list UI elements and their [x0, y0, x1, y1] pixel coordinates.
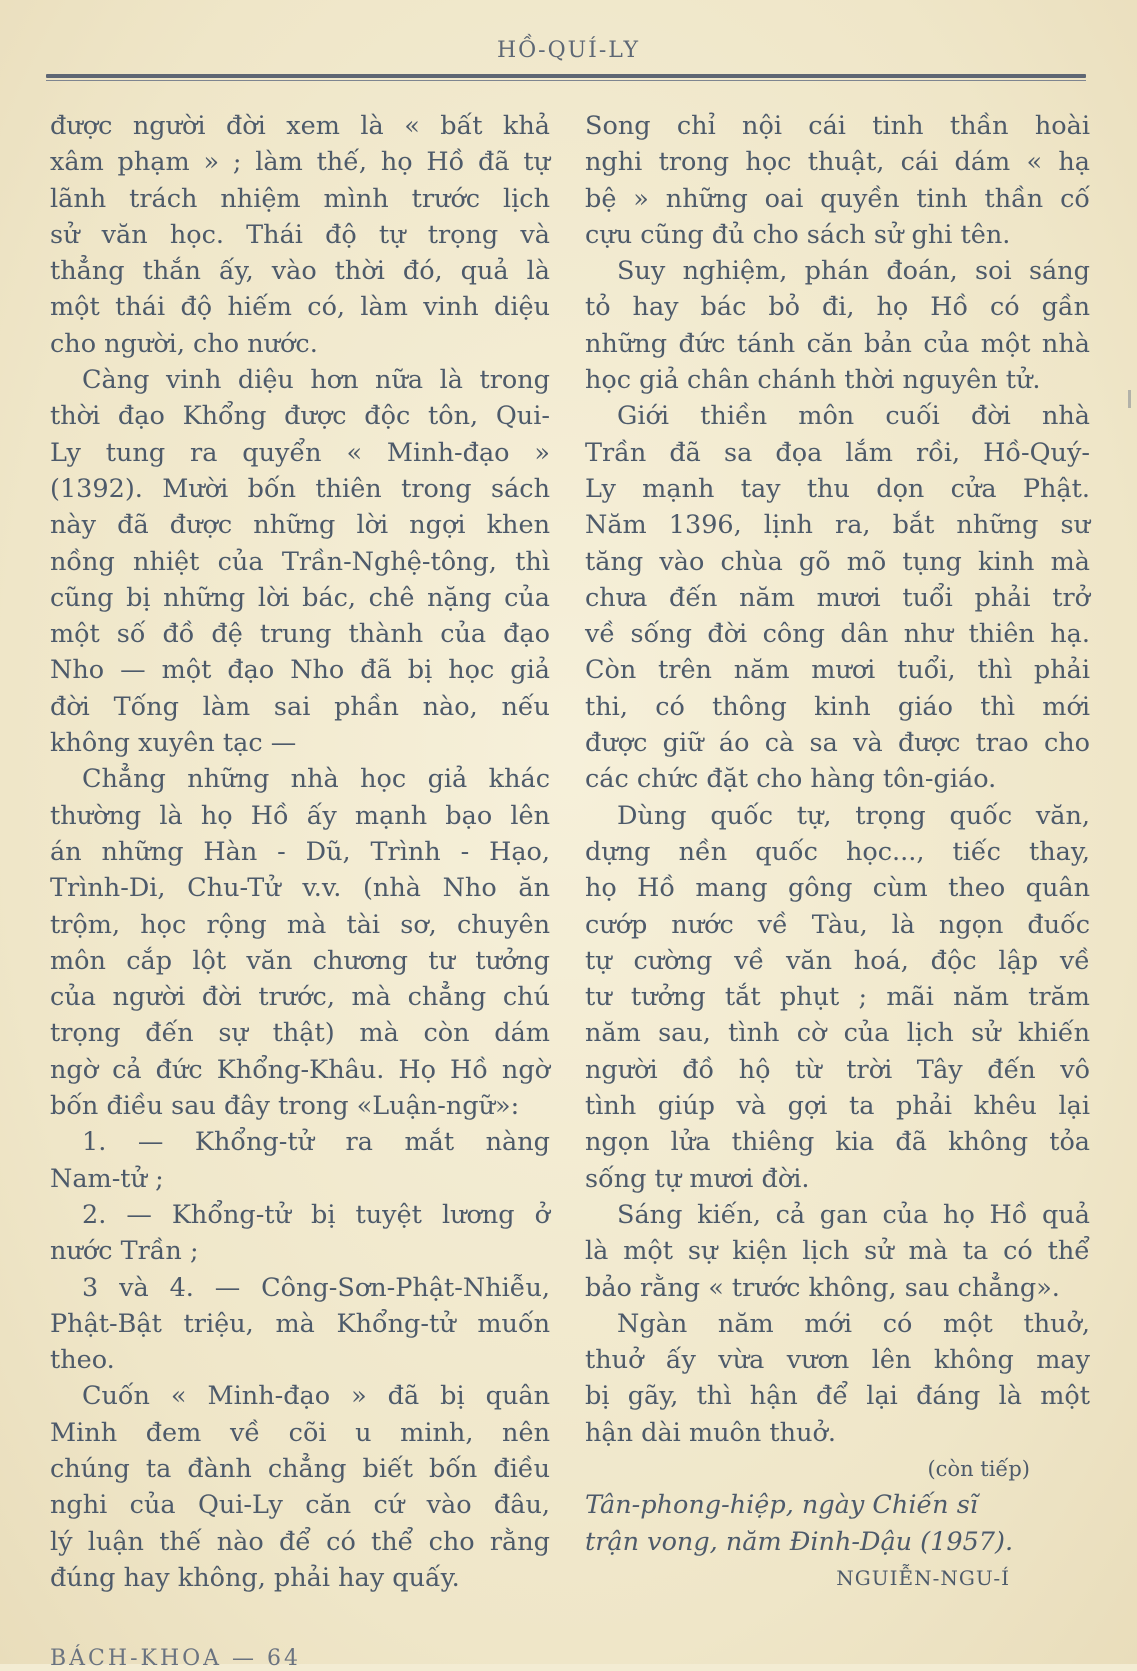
text-line: học giả chân chánh thời nguyên tử.: [585, 365, 1041, 396]
text-line: tăng vào chùa gõ mõ tụng kinh mà: [585, 546, 1090, 577]
left-column: [50, 108, 550, 1596]
text-line: Sáng kiến, cả gan của họ Hồ quả: [617, 1199, 1090, 1230]
text-line: Chẳng những nhà học giả khác: [82, 764, 550, 795]
header-rule-thin: [46, 80, 1086, 81]
text-line: 3 và 4. — Công-Sơn-Phật-Nhiễu,: [82, 1272, 550, 1303]
text-line: năm sau, tình cờ của lịch sử khiến: [585, 1018, 1090, 1049]
text-line: thi, có thông kinh giáo thì mới: [585, 691, 1090, 722]
paragraph: [50, 108, 550, 362]
paragraph: [585, 398, 1090, 797]
text-line: trộm, học rộng mà tài sơ, chuyên: [50, 909, 550, 940]
text-line: được giữ áo cà sa và được trao cho: [585, 728, 1090, 759]
text-line: bốn điều sau đây trong «Luận-ngữ»:: [50, 1091, 520, 1122]
text-line: cướp nước về Tàu, là ngọn đuốc: [585, 909, 1090, 940]
text-line: nồng nhiệt của Trần-Nghệ-tông, thì: [50, 546, 550, 577]
text-line: môn cắp lột văn chương tư tưởng: [50, 945, 550, 976]
text-line: xâm phạm » ; làm thế, họ Hồ đã tự: [50, 147, 550, 178]
text-line: (1392). Mười bốn thiên trong sách: [50, 473, 550, 504]
place-date-line: trận vong, năm Đinh-Dậu (1957).: [585, 1526, 1014, 1557]
paragraph: [585, 1306, 1090, 1451]
text-line: nước Trần ;: [50, 1236, 199, 1267]
text-line: Song chỉ nội cái tinh thần hoài: [585, 111, 1090, 141]
text-line: tư tưởng tắt phụt ; mãi năm trăm: [585, 982, 1090, 1013]
text-line: lãnh trách nhiệm mình trước lịch: [50, 183, 550, 214]
text-line: sử văn học. Thái độ tự trọng và: [50, 219, 550, 250]
text-line: được người đời xem là « bất khả: [50, 111, 550, 141]
text-line: thường là họ Hồ ấy mạnh bạo lên: [50, 800, 550, 831]
text-line: nghi của Qui-Ly căn cứ vào đâu,: [50, 1490, 550, 1521]
place-date: [585, 1487, 1090, 1560]
text-line: của người đời trước, mà chẳng chú: [50, 982, 550, 1013]
text-line: Ly tung ra quyển « Minh-đạo »: [50, 437, 550, 468]
text-line: những đức tánh căn bản của một nhà: [585, 328, 1090, 359]
text-line: cựu cũng đủ cho sách sử ghi tên.: [585, 219, 1011, 250]
text-line: theo.: [50, 1345, 115, 1376]
text-line: tình giúp và gợi ta phải khêu lại: [585, 1091, 1090, 1122]
text-line: ngọn lửa thiêng kia đã không tỏa: [585, 1127, 1090, 1158]
text-line: không xuyên tạc —: [50, 728, 297, 759]
text-line: này đã được những lời ngợi khen: [50, 510, 550, 541]
text-line: cũng bị những lời bác, chê nặng của: [50, 582, 550, 613]
text-line: một số đồ đệ trung thành của đạo: [50, 619, 550, 650]
text-line: nghi trong học thuật, cái dám « hạ: [585, 147, 1090, 178]
paragraph: [50, 1197, 550, 1270]
text-line: Càng vinh diệu hơn nữa là trong: [82, 365, 550, 396]
text-line: Nho — một đạo Nho đã bị học giả: [50, 655, 550, 686]
text-line: đúng hay không, phải hay quấy.: [50, 1562, 460, 1593]
text-line: tự cường về văn hoá, độc lập về: [585, 945, 1090, 976]
running-header: HỒ-QUÍ-LY: [496, 38, 641, 63]
text-line: thuở ấy vừa vươn lên không may: [585, 1345, 1090, 1376]
text-line: 2. — Khổng-tử bị tuyệt lương ở: [82, 1199, 550, 1230]
text-line: cho người, cho nước.: [50, 328, 318, 359]
text-line: một thái độ hiếm có, làm vinh diệu: [50, 292, 550, 323]
paragraph: [50, 1270, 550, 1379]
text-line: Còn trên năm mươi tuổi, thì phải: [585, 655, 1090, 686]
paragraph: [585, 798, 1090, 1197]
page-footer: BÁCH-KHOA — 64: [50, 1646, 302, 1671]
text-line: tỏ hay bác bỏ đi, họ Hồ có gần: [585, 292, 1090, 323]
text-line: bệ » những oai quyền tinh thần cố: [585, 183, 1090, 214]
text-line: Trần đã sa đọa lắm rồi, Hồ-Quý-: [585, 437, 1090, 468]
text-line: Cuốn « Minh-đạo » đã bị quân: [82, 1381, 550, 1412]
text-line: đời Tống làm sai phần nào, nếu: [50, 691, 550, 722]
text-line: là một sự kiện lịch sử mà ta có thể: [585, 1236, 1090, 1267]
margin-mark: [1128, 390, 1131, 408]
text-line: lý luận thế nào để có thể cho rằng: [50, 1526, 550, 1557]
right-column: [585, 108, 1090, 1596]
text-line: trọng đến sự thật) mà còn dám: [50, 1018, 550, 1049]
text-line: chúng ta đành chẳng biết bốn điều: [50, 1453, 550, 1484]
place-date-line: Tân-phong-hiệp, ngày Chiến sĩ: [585, 1490, 978, 1521]
text-line: Dùng quốc tự, trọng quốc văn,: [617, 800, 1090, 831]
paragraph: [585, 1197, 1090, 1306]
text-line: Nam-tử ;: [50, 1163, 164, 1194]
text-line: Năm 1396, lịnh ra, bắt những sư: [585, 510, 1090, 541]
text-line: chưa đến năm mươi tuổi phải trở: [585, 582, 1090, 613]
author-signature: NGUIỄN-NGU-Í: [836, 1565, 1010, 1590]
text-line: Trình-Di, Chu-Tử v.v. (nhà Nho ăn: [50, 873, 550, 904]
text-line: bị gãy, thì hận để lại đáng là một: [585, 1381, 1090, 1412]
text-line: án những Hàn - Dũ, Trình - Hạo,: [50, 836, 550, 867]
text-line: ngờ cả đức Khổng-Khâu. Họ Hồ ngờ: [50, 1054, 550, 1085]
paragraph: [50, 1124, 550, 1197]
text-line: về sống đời công dân như thiên hạ.: [585, 619, 1090, 650]
paragraph: [585, 253, 1090, 398]
paragraph: [50, 362, 550, 761]
text-line: Ngàn năm mới có một thuở,: [617, 1308, 1090, 1339]
text-line: Giới thiền môn cuối đời nhà: [617, 401, 1090, 432]
text-line: hận dài muôn thuở.: [585, 1417, 836, 1448]
text-line: sống tự mươi đời.: [585, 1163, 810, 1194]
text-line: dựng nền quốc học..., tiếc thay,: [585, 836, 1090, 867]
paragraph: [585, 108, 1090, 253]
text-line: bảo rằng « trước không, sau chẳng».: [585, 1272, 1060, 1303]
text-line: Suy nghiệm, phán đoán, soi sáng: [617, 256, 1090, 287]
paragraph: [50, 1378, 550, 1596]
text-line: Phật-Bật triệu, mà Khổng-tử muốn: [50, 1308, 550, 1339]
text-line: Minh đem về cõi u minh, nên: [50, 1417, 550, 1448]
paragraph: [50, 761, 550, 1124]
continued-note: (còn tiếp): [927, 1456, 1030, 1481]
text-line: họ Hồ mang gông cùm theo quân: [585, 873, 1090, 904]
text-line: 1. — Khổng-tử ra mắt nàng: [82, 1127, 550, 1158]
header-rule: [46, 74, 1086, 78]
text-line: Ly mạnh tay thu dọn cửa Phật.: [585, 473, 1090, 504]
text-line: thẳng thắn ấy, vào thời đó, quả là: [50, 256, 550, 287]
text-line: các chức đặt cho hàng tôn-giáo.: [585, 764, 997, 795]
text-line: người đồ hộ từ trời Tây đến vô: [585, 1054, 1090, 1085]
text-line: thời đạo Khổng được độc tôn, Qui-: [50, 401, 550, 432]
